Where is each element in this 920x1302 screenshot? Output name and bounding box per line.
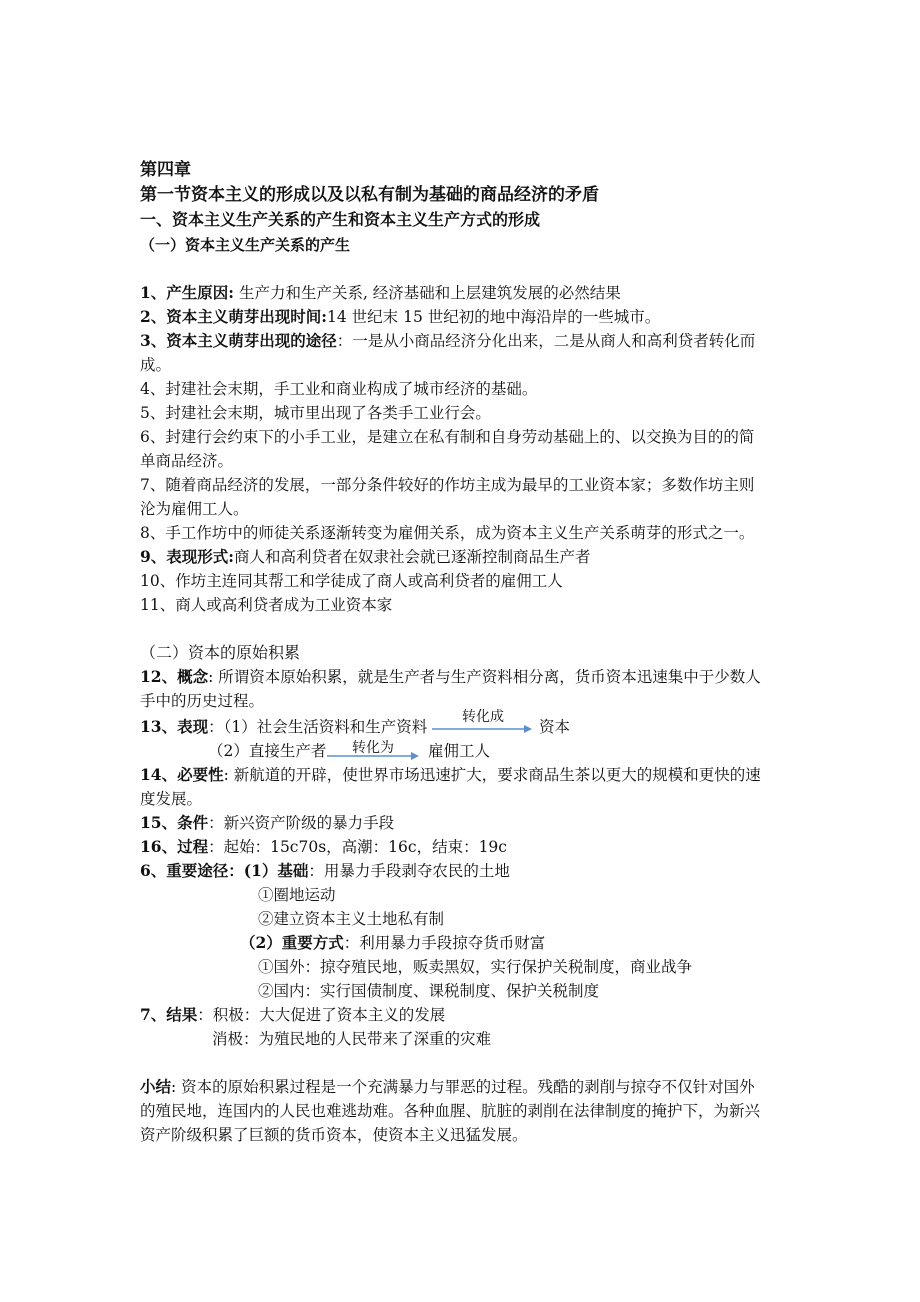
list-item: 1、产生原因: 生产力和生产关系, 经济基础和上层建筑发展的必然结果 — [140, 283, 621, 302]
item-6-sub4: ②国内：实行国债制度、课税制度、保护关税制度 — [258, 982, 600, 1000]
list-item: 2、资本主义萌芽出现时间:14 世纪末 15 世纪初的地中海沿岸的一些城市。 — [140, 307, 661, 326]
item-13-a-result: 资本 — [539, 718, 571, 736]
item-12: 12、概念: 所谓资本原始积累，就是生产者与生产资料相分离，货币资本迅速集中于少数人 — [140, 667, 761, 686]
item-13-b: （2）直接生产者 — [208, 742, 327, 760]
item-13-a: 13、表现：（1）社会生活资料和生产资料 — [140, 717, 428, 736]
item-14: 14、必要性: 新航道的开辟，使世界市场迅速扩大，要求商品生茶以更大的规模和更快的速 — [140, 765, 761, 784]
list-item: 7、随着商品经济的发展，一部分条件较好的作坊主成为最早的工业资本家；多数作坊主则 — [140, 476, 755, 494]
list-item: 8、手工作坊中的师徒关系逐渐转变为雇佣关系，成为资本主义生产关系萌芽的形式之一。 — [140, 524, 755, 542]
item-16: 16、过程：起始：15c70s，高潮：16c，结束：19c — [140, 837, 507, 856]
item-7: 7、结果：积极：大大促进了资本主义的发展 — [140, 1005, 446, 1024]
right-arrow-icon — [432, 724, 532, 734]
summary-line-3: 资产阶级积累了巨额的货币资本，使资本主义迅猛发展。 — [140, 1126, 528, 1144]
subsection-title-2: （二）资本的原始积累 — [140, 643, 301, 662]
list-item: 沦为雇佣工人。 — [140, 500, 249, 518]
item-6: 6、重要途径：(1）基础：用暴力手段剥夺农民的土地 — [140, 861, 510, 880]
chapter-title: 第四章 — [140, 160, 191, 180]
summary-line-2: 的殖民地，连国内的人民也难逃劫难。各种血腥、肮脏的剥削在法律制度的掩护下，为新兴 — [140, 1102, 761, 1120]
item-6-sub2: ②建立资本主义土地私有制 — [258, 910, 445, 928]
list-item: 5、封建社会末期，城市里出现了各类手工业行会。 — [140, 404, 491, 422]
summary-line-1: 小结: 资本的原始积累过程是一个充满暴力与罪恶的过程。残酷的剥削与掠夺不仅针对国外 — [140, 1077, 755, 1096]
part-title: 一、资本主义生产关系的产生和资本主义生产方式的形成 — [140, 210, 541, 229]
list-item: 11、商人或高利贷者成为工业资本家 — [140, 596, 393, 614]
list-item: 成。 — [140, 356, 172, 374]
right-arrow-icon — [327, 751, 419, 761]
subsection-title-1: （一）资本主义生产关系的产生 — [140, 236, 351, 254]
item-7-neg: 消极：为殖民地的人民带来了深重的灾难 — [212, 1030, 492, 1048]
arrow-label-1: 转化成 — [462, 709, 504, 725]
list-item: 9、表现形式:商人和高利贷者在奴隶社会就已逐渐控制商品生产者 — [140, 547, 591, 566]
item-6-way: （2）重要方式：利用暴力手段掠夺货币财富 — [240, 933, 546, 952]
item-12-cont: 手中的历史过程。 — [140, 692, 265, 710]
item-6-sub3: ①国外：掠夺殖民地，贩卖黑奴，实行保护关税制度，商业战争 — [258, 958, 693, 976]
list-item: 10、作坊主连同其帮工和学徒成了商人或高利贷者的雇佣工人 — [140, 572, 563, 590]
item-13-b-result: 雇佣工人 — [428, 742, 491, 760]
list-item: 6、封建行会约束下的小手工业，是建立在私有制和自身劳动基础上的、以交换为目的的简 — [140, 428, 755, 446]
arrow-label-2: 转化为 — [352, 740, 394, 756]
item-6-sub1: ①圈地运动 — [258, 886, 336, 904]
list-item: 单商品经济。 — [140, 452, 234, 470]
section-title: 第一节资本主义的形成以及以私有制为基础的商品经济的矛盾 — [140, 185, 599, 205]
list-item: 4、封建社会末期，手工业和商业构成了城市经济的基础。 — [140, 380, 538, 398]
item-15: 15、条件：新兴资产阶级的暴力手段 — [140, 813, 395, 832]
item-14-cont: 度发展。 — [140, 790, 203, 808]
list-item: 3、资本主义萌芽出现的途径：一是从小商品经济分化出来，二是从商人和高利贷者转化而 — [140, 331, 756, 350]
